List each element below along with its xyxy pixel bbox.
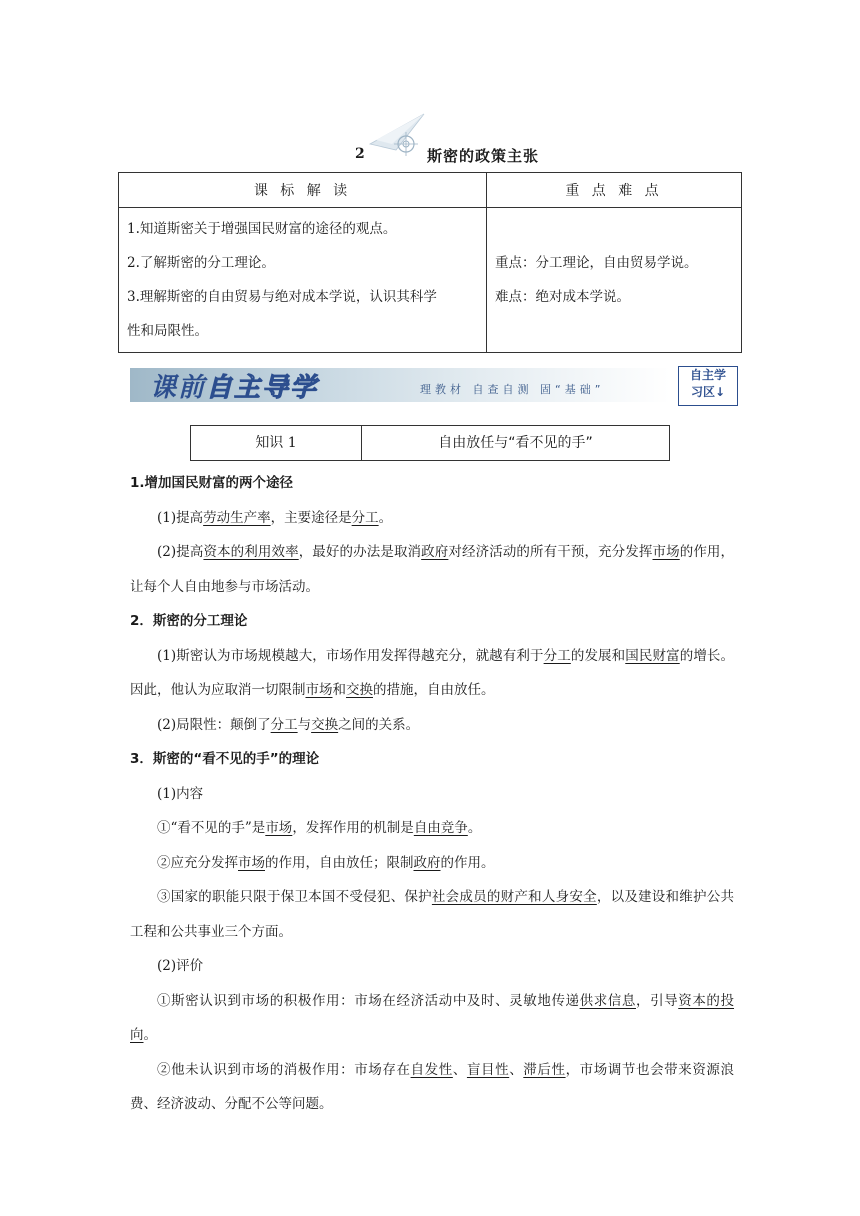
objectives-body-row <box>119 208 742 353</box>
objective-item: 2.了解斯密的分工理论。 <box>127 255 275 271</box>
objective-item: 3.理解斯密的自由贸易与绝对成本学说，认识其科学 <box>127 289 437 305</box>
key-term: 政府 <box>421 544 449 560</box>
key-term: 分工 <box>270 716 298 733</box>
key-term: 滞后性 <box>523 1061 566 1078</box>
key-term: 市场 <box>265 820 293 836</box>
self-study-badge <box>678 366 738 406</box>
key-term: 盲目性 <box>466 1061 510 1078</box>
banner-subtitle: 理教材 自查自测 固“基础” <box>420 383 605 396</box>
header-curriculum: 课 标 解 读 <box>119 173 487 208</box>
key-term: 资本的投向 <box>130 992 735 1043</box>
knowledge-header <box>190 425 670 461</box>
sub-heading: (1)内容 <box>157 785 204 802</box>
paragraph: ③国家的职能只限于保卫本国不受侵犯、保护社会成员的财产和人身安全，以及建设和维护公共工程和公共事业三个方面。 <box>130 889 735 940</box>
banner-title-rest: 自主导学 <box>206 373 319 403</box>
paragraph: ①“看不见的手”是市场，发挥作用的机制是自由竞争。 <box>157 820 482 836</box>
section-heading: 2．斯密的分工理论 <box>130 613 248 629</box>
key-term: 交换 <box>311 716 339 733</box>
lesson-title-text: 斯密的政策主张 <box>427 147 540 165</box>
key-term: 市场 <box>238 854 265 871</box>
key-term: 资本的利用效率 <box>203 544 299 560</box>
banner-title-main: 课前 <box>150 373 207 403</box>
objectives-table <box>118 172 742 353</box>
key-point-item: 难点：绝对成本学说。 <box>495 289 630 305</box>
key-term: 国民财富 <box>625 647 680 664</box>
paragraph: (1)提高劳动生产率，主要途径是分工。 <box>157 509 393 526</box>
objective-item: 性和局限性。 <box>127 323 208 339</box>
key-term: 交换 <box>346 682 373 698</box>
key-term: 供求信息 <box>579 992 636 1009</box>
key-term: 自由竞争 <box>413 820 468 836</box>
key-term: 分工 <box>543 647 571 664</box>
key-term: 分工 <box>351 509 379 526</box>
section-banner <box>130 362 740 408</box>
key-point-item: 重点：分工理论，自由贸易学说。 <box>495 255 698 271</box>
paragraph: ①斯密认识到市场的积极作用：市场在经济活动中及时、灵敏地传递供求信息，引导资本的投向。 <box>130 992 735 1043</box>
key-term: 自发性 <box>410 1061 453 1078</box>
paragraph: (2)提高资本的利用效率，最好的办法是取消政府对经济活动的所有干预，充分发挥市场的作用，让每个人自由地参与市场活动。 <box>130 544 735 595</box>
lesson-number: 2 <box>355 146 365 162</box>
knowledge-label: 知识 1 <box>191 426 362 460</box>
objective-item: 1.知道斯密关于增强国民财富的途径的观点。 <box>127 221 397 237</box>
paragraph: ②应充分发挥市场的作用，自由放任；限制政府的作用。 <box>157 854 495 871</box>
objectives-header-row <box>119 173 742 208</box>
key-term: 政府 <box>413 854 441 871</box>
key-term: 市场 <box>305 682 333 698</box>
header-key-points: 重 点 难 点 <box>487 173 742 208</box>
paragraph: ②他未认识到市场的消极作用：市场存在自发性、盲目性、滞后性，市场调节也会带来资源浪费、经济波动、分配不公等问题。 <box>130 1061 735 1112</box>
curriculum-cell <box>119 208 487 353</box>
sub-heading: (2)评价 <box>157 958 204 974</box>
banner-title <box>150 367 318 404</box>
lesson-title <box>0 110 860 170</box>
section-heading: 1.增加国民财富的两个途径 <box>130 475 294 491</box>
paragraph: (2)局限性：颠倒了分工与交换之间的关系。 <box>157 716 420 733</box>
section-heading: 3．斯密的“看不见的手”的理论 <box>130 751 320 767</box>
knowledge-content <box>130 466 734 1122</box>
badge-line1: 自主学 <box>689 368 726 382</box>
key-points-cell <box>487 208 742 353</box>
key-term: 社会成员的财产和人身安全 <box>431 889 597 905</box>
compass-decoration-icon <box>366 110 436 160</box>
key-term: 市场 <box>652 544 680 560</box>
paragraph: (1)斯密认为市场规模越大，市场作用发挥得越充分，就越有利于分工的发展和国民财富的增长。因此，他认为应取消一切限制市场和交换的措施，自由放任。 <box>130 647 735 698</box>
knowledge-title: 自由放任与“看不见的手” <box>438 435 593 451</box>
badge-line2: 习区↓ <box>690 385 726 399</box>
key-term: 劳动生产率 <box>203 509 271 526</box>
